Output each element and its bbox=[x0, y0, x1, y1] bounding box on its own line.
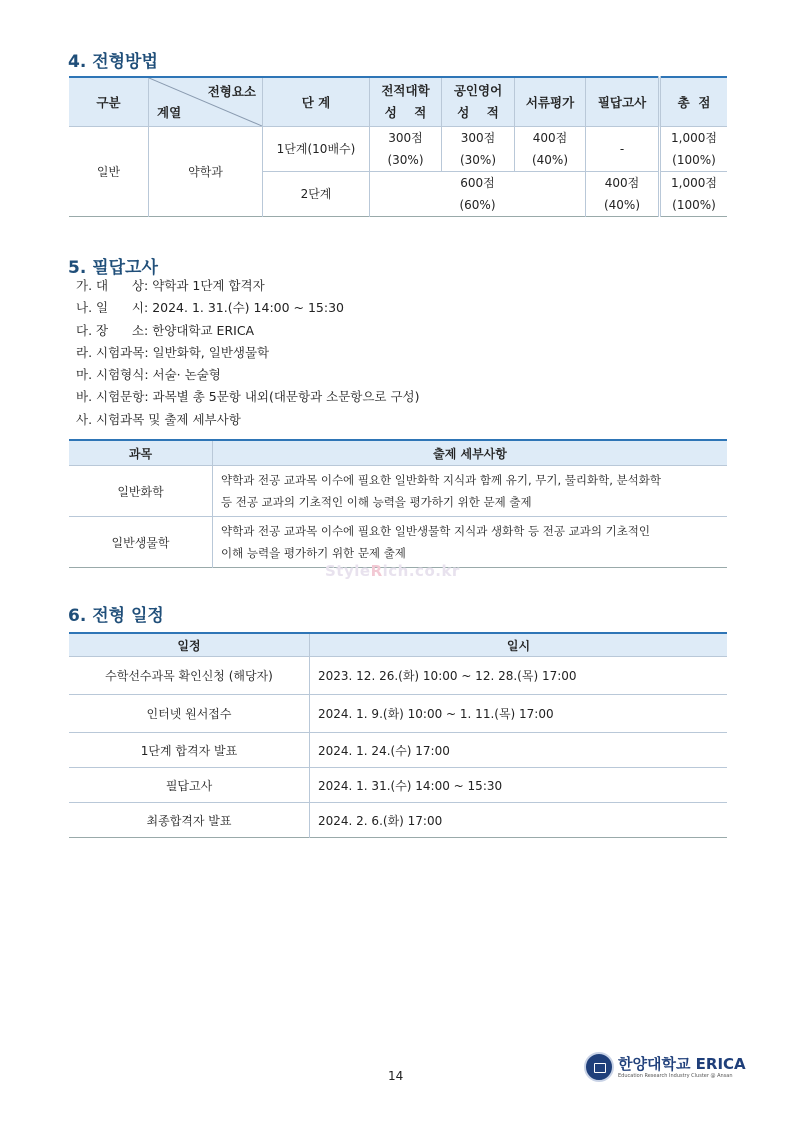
cell-when: 2024. 1. 24.(수) 17:00 bbox=[310, 733, 728, 768]
header-prev-a: 전적대학 bbox=[381, 83, 430, 98]
detail-line: 등 전공 교과의 기초적인 이해 능력을 평가하기 위한 문제 출제 bbox=[221, 495, 532, 509]
table-row bbox=[69, 657, 727, 695]
cell-s1-total-pct: (100%) bbox=[660, 149, 728, 172]
cell-s1-prev: 300점 bbox=[370, 127, 442, 150]
cell-s1-eng-pct: (30%) bbox=[442, 149, 515, 172]
header-datetime: 일시 bbox=[310, 633, 728, 657]
header-subject: 과목 bbox=[69, 440, 213, 466]
header-eng-b: 성 적 bbox=[457, 105, 499, 120]
table-row bbox=[69, 803, 727, 838]
table-row bbox=[69, 768, 727, 803]
cell-gyeyeol: 약학과 bbox=[149, 127, 263, 217]
cell-s1-doc-pct: (40%) bbox=[515, 149, 586, 172]
schedule-table bbox=[69, 632, 727, 838]
cell-item: 인터넷 원서접수 bbox=[69, 695, 310, 733]
list-item: 나. 일 시: 2024. 1. 31.(수) 14:00 ~ 15:30 bbox=[76, 300, 345, 316]
exam-detail-table bbox=[69, 439, 727, 568]
header-stage: 단 계 bbox=[263, 77, 370, 127]
watermark bbox=[325, 562, 460, 580]
list-item: 사. 시험과목 및 출제 세부사항 bbox=[76, 411, 241, 427]
cell-s1-prev-pct: (30%) bbox=[370, 149, 442, 172]
cell-when: 2024. 1. 31.(수) 14:00 ~ 15:30 bbox=[310, 768, 728, 803]
cell-detail bbox=[213, 466, 728, 517]
list-item: 마. 시험형식: 서술· 논술형 bbox=[76, 367, 221, 383]
cell-stage1: 1단계(10배수) bbox=[263, 127, 370, 172]
header-english-grade bbox=[442, 77, 515, 127]
table-row bbox=[69, 695, 727, 733]
cell-subject: 일반생물학 bbox=[69, 517, 213, 568]
cell-detail bbox=[213, 517, 728, 568]
cell-s1-exam: - bbox=[586, 127, 660, 172]
header-doc: 서류평가 bbox=[515, 77, 586, 127]
cell-s2-exam-pct: (40%) bbox=[586, 194, 660, 217]
cell-when: 2024. 1. 9.(화) 10:00 ~ 1. 11.(목) 17:00 bbox=[310, 695, 728, 733]
header-diagonal-cell bbox=[149, 77, 263, 127]
watermark-mid: R bbox=[370, 562, 383, 580]
detail-line: 약학과 전공 교과목 이수에 필요한 일반화학 지식과 함께 유기, 무기, 물리화학, 분석화학 bbox=[221, 473, 661, 487]
cell-stage2: 2단계 bbox=[263, 172, 370, 217]
cell-item: 필답고사 bbox=[69, 768, 310, 803]
cell-item: 수학선수과목 확인신청 (해당자) bbox=[69, 657, 310, 695]
header-detail: 출제 세부사항 bbox=[213, 440, 728, 466]
cell-subject: 일반화학 bbox=[69, 466, 213, 517]
header-total: 총 점 bbox=[660, 77, 728, 127]
exam-info-list bbox=[76, 275, 420, 431]
selection-method-table bbox=[69, 76, 727, 217]
cell-gubun: 일반 bbox=[69, 127, 149, 217]
cell-when: 2023. 12. 26.(화) 10:00 ~ 12. 28.(목) 17:00 bbox=[310, 657, 728, 695]
cell-s2-merged-pct: (60%) bbox=[370, 194, 586, 217]
cell-when: 2024. 2. 6.(화) 17:00 bbox=[310, 803, 728, 838]
header-schedule: 일정 bbox=[69, 633, 310, 657]
table-row bbox=[69, 517, 727, 568]
cell-s2-merged: 600점 bbox=[370, 172, 586, 195]
cell-s1-doc: 400점 bbox=[515, 127, 586, 150]
header-gubun: 구분 bbox=[69, 77, 149, 127]
section-5-title: 5. 필답고사 bbox=[68, 258, 158, 278]
logo-name: 한양대학교 ERICA bbox=[618, 1055, 746, 1073]
list-item: 라. 시험과목: 일반화학, 일반생물학 bbox=[76, 344, 270, 360]
cell-s1-eng: 300점 bbox=[442, 127, 515, 150]
watermark-left: Style bbox=[325, 562, 371, 580]
header-prev-grade bbox=[370, 77, 442, 127]
header-gyeyeol: 계열 bbox=[157, 105, 182, 120]
cell-item: 최종합격자 발표 bbox=[69, 803, 310, 838]
page-number: 14 bbox=[388, 1069, 404, 1083]
section-6-title: 6. 전형 일정 bbox=[68, 606, 164, 626]
header-exam: 필답고사 bbox=[586, 77, 660, 127]
university-logo bbox=[584, 1052, 746, 1084]
cell-item: 1단계 합격자 발표 bbox=[69, 733, 310, 768]
list-item: 다. 장 소: 한양대학교 ERICA bbox=[76, 322, 255, 338]
header-prev-b: 성 적 bbox=[384, 105, 427, 120]
cell-s2-exam: 400점 bbox=[586, 172, 660, 195]
detail-line: 이해 능력을 평가하기 위한 문제 출제 bbox=[221, 546, 406, 560]
table-row bbox=[69, 466, 727, 517]
logo-subtitle: Education Research Industry Cluster @ Ansan bbox=[618, 1073, 733, 1079]
section-4-title: 4. 전형방법 bbox=[68, 52, 158, 72]
university-seal-icon bbox=[584, 1052, 614, 1082]
detail-line: 약학과 전공 교과목 이수에 필요한 일반생물학 지식과 생화학 등 전공 교과의 기초적인 bbox=[221, 524, 651, 538]
list-item: 바. 시험문항: 과목별 총 5문항 내외(대문항과 소문항으로 구성) bbox=[76, 389, 420, 405]
header-eng-a: 공인영어 bbox=[453, 83, 503, 98]
cell-s1-total: 1,000점 bbox=[660, 127, 728, 150]
header-factor: 전형요소 bbox=[207, 84, 256, 99]
watermark-right: ich.co.kr bbox=[382, 562, 460, 580]
table-row bbox=[69, 733, 727, 768]
cell-s2-total-pct: (100%) bbox=[660, 194, 728, 217]
cell-s2-total: 1,000점 bbox=[660, 172, 728, 195]
list-item: 가. 대 상: 약학과 1단계 합격자 bbox=[76, 278, 265, 293]
